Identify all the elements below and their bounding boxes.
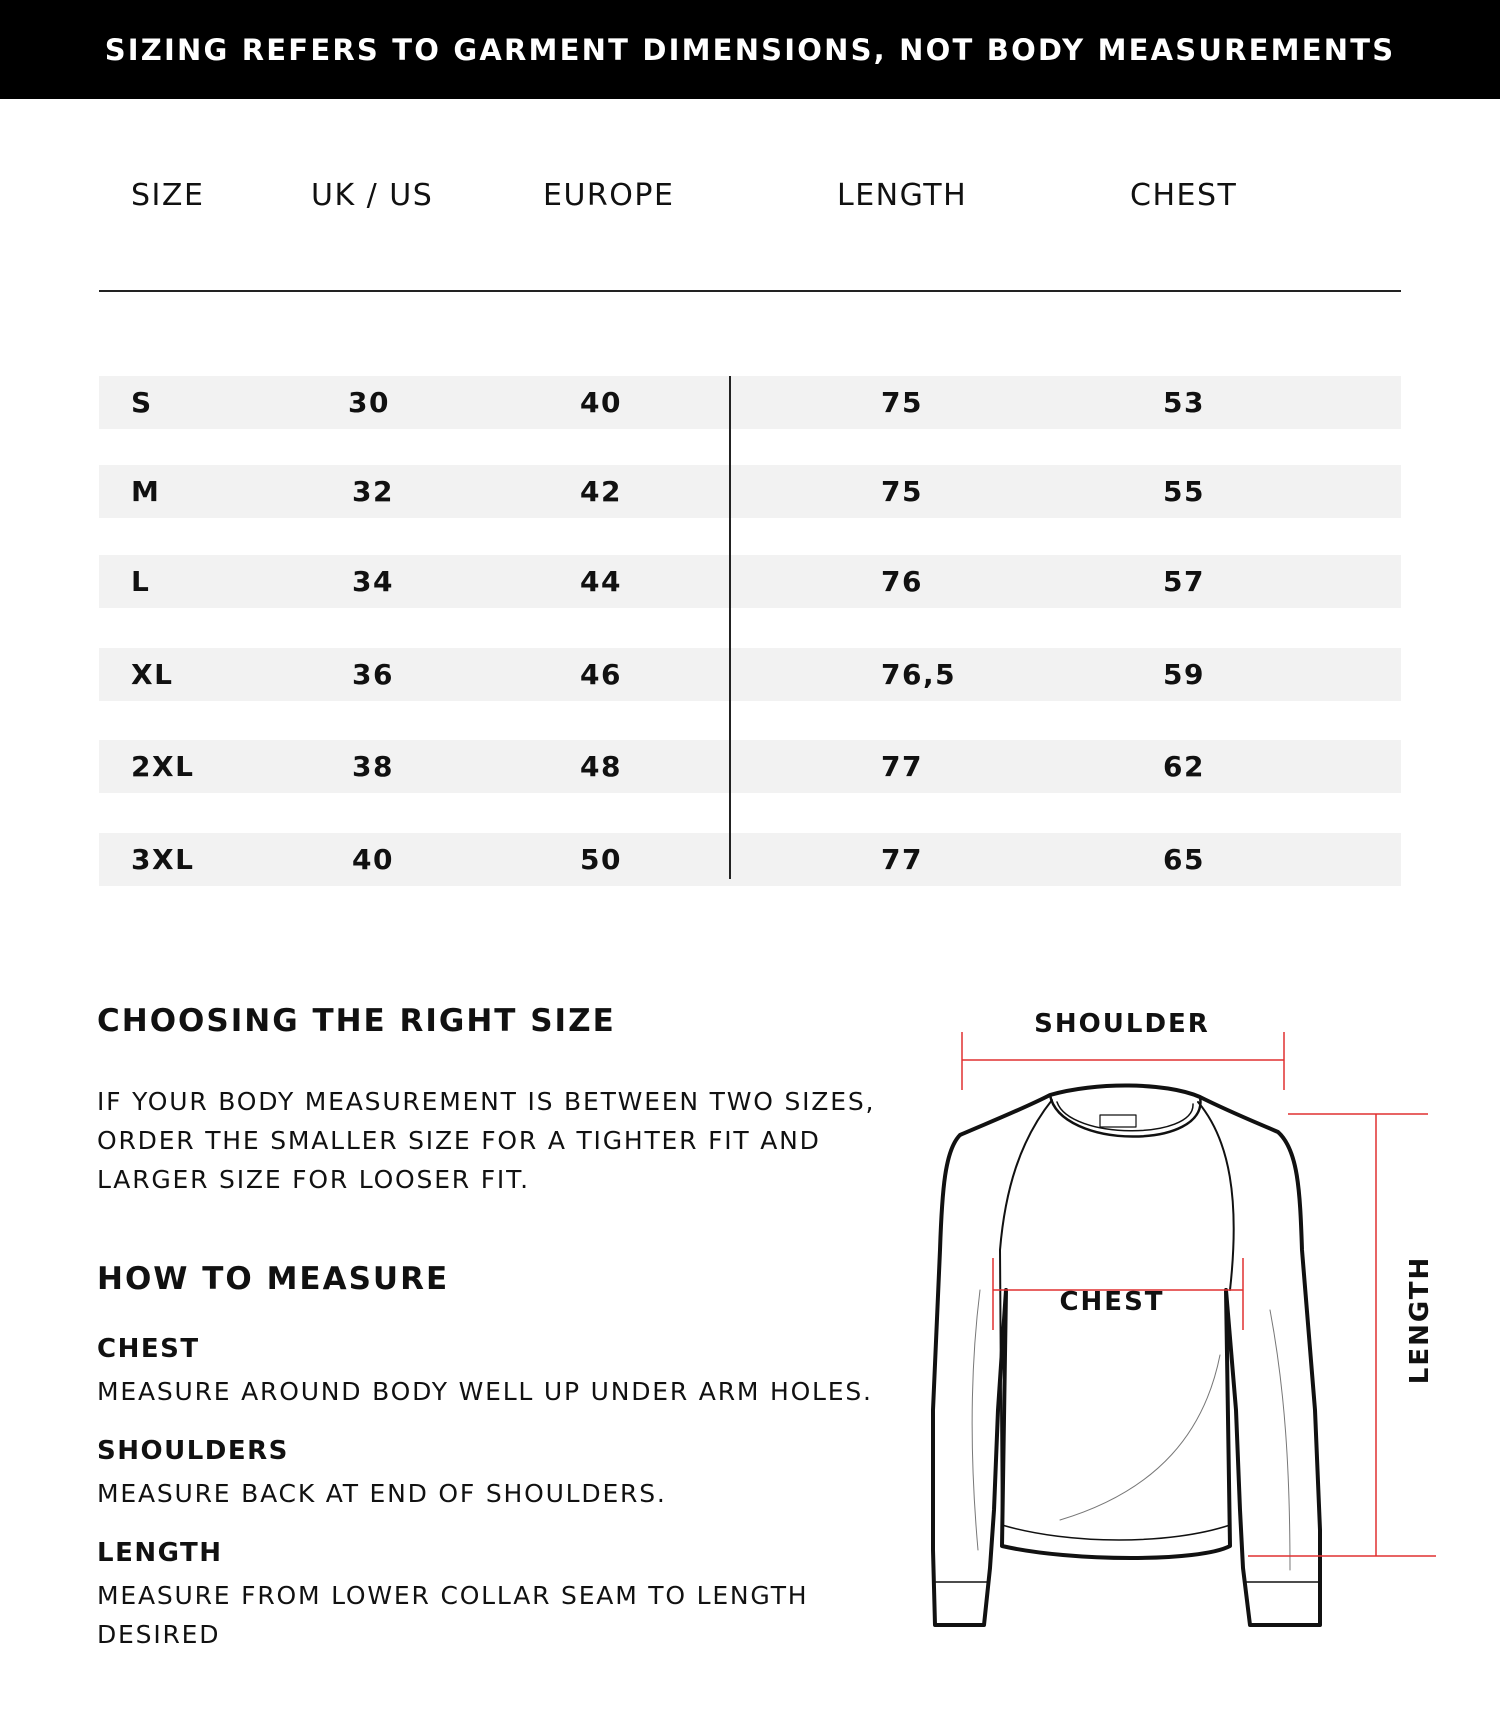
measure-title: HOW TO MEASURE bbox=[97, 1261, 450, 1297]
cell-europe: 48 bbox=[580, 750, 622, 783]
cell-europe: 44 bbox=[580, 565, 622, 598]
cell-size: 2XL bbox=[131, 750, 195, 783]
cell-chest: 62 bbox=[1163, 750, 1205, 783]
choosing-title: CHOOSING THE RIGHT SIZE bbox=[97, 1003, 616, 1039]
cell-length: 77 bbox=[881, 750, 923, 783]
measure-shoulders-label: SHOULDERS bbox=[97, 1436, 289, 1466]
cell-uk-us: 34 bbox=[352, 565, 394, 598]
cell-uk-us: 38 bbox=[352, 750, 394, 783]
cell-length: 75 bbox=[881, 475, 923, 508]
cell-uk-us: 36 bbox=[352, 658, 394, 691]
cell-chest: 55 bbox=[1163, 475, 1205, 508]
header-banner bbox=[0, 0, 1500, 99]
choosing-line: IF YOUR BODY MEASUREMENT IS BETWEEN TWO SIZES, bbox=[97, 1087, 876, 1116]
header-uk-us: UK / US bbox=[311, 178, 434, 213]
cell-europe: 42 bbox=[580, 475, 622, 508]
table-row bbox=[99, 376, 1401, 429]
cell-size: M bbox=[131, 475, 161, 508]
cell-europe: 46 bbox=[580, 658, 622, 691]
table-row bbox=[99, 465, 1401, 518]
cell-chest: 59 bbox=[1163, 658, 1205, 691]
header-divider bbox=[99, 290, 1401, 292]
table-row bbox=[99, 555, 1401, 608]
length-label: LENGTH bbox=[1405, 1255, 1435, 1385]
sweatshirt-diagram bbox=[900, 990, 1460, 1650]
cell-length: 77 bbox=[881, 843, 923, 876]
cell-europe: 40 bbox=[580, 386, 622, 419]
column-divider bbox=[729, 376, 731, 879]
measure-chest-label: CHEST bbox=[97, 1334, 200, 1364]
cell-chest: 65 bbox=[1163, 843, 1205, 876]
cell-uk-us: 40 bbox=[352, 843, 394, 876]
banner-text: SIZING REFERS TO GARMENT DIMENSIONS, NOT BODY MEASUREMENTS bbox=[104, 32, 1396, 67]
cell-chest: 53 bbox=[1163, 386, 1205, 419]
table-row bbox=[99, 648, 1401, 701]
cell-length: 76,5 bbox=[881, 658, 957, 691]
measure-shoulders-text: MEASURE BACK AT END OF SHOULDERS. bbox=[97, 1479, 667, 1508]
choosing-line: LARGER SIZE FOR LOOSER FIT. bbox=[97, 1165, 530, 1194]
cell-size: S bbox=[131, 386, 153, 419]
header-europe: EUROPE bbox=[543, 178, 675, 213]
cell-size: 3XL bbox=[131, 843, 195, 876]
cell-europe: 50 bbox=[580, 843, 622, 876]
cell-chest: 57 bbox=[1163, 565, 1205, 598]
cell-length: 76 bbox=[881, 565, 923, 598]
shoulder-label: SHOULDER bbox=[1034, 1009, 1210, 1039]
table-row bbox=[99, 833, 1401, 886]
choosing-text bbox=[97, 1082, 875, 1199]
chest-label: CHEST bbox=[1059, 1287, 1165, 1317]
measure-length-text bbox=[97, 1576, 808, 1654]
measure-length-line: MEASURE FROM LOWER COLLAR SEAM TO LENGTH bbox=[97, 1581, 809, 1610]
sweatshirt-outline-icon bbox=[933, 1085, 1320, 1625]
cell-size: XL bbox=[131, 658, 174, 691]
cell-uk-us: 32 bbox=[352, 475, 394, 508]
header-size: SIZE bbox=[131, 178, 205, 213]
measure-length-line: DESIRED bbox=[97, 1620, 221, 1649]
measure-chest-text: MEASURE AROUND BODY WELL UP UNDER ARM HOLES. bbox=[97, 1377, 873, 1406]
cell-size: L bbox=[131, 565, 151, 598]
header-length: LENGTH bbox=[837, 178, 968, 213]
measure-length-label: LENGTH bbox=[97, 1538, 223, 1568]
header-chest: CHEST bbox=[1130, 178, 1238, 213]
table-row bbox=[99, 740, 1401, 793]
cell-uk-us: 30 bbox=[348, 386, 390, 419]
choosing-line: ORDER THE SMALLER SIZE FOR A TIGHTER FIT AND bbox=[97, 1126, 821, 1155]
cell-length: 75 bbox=[881, 386, 923, 419]
